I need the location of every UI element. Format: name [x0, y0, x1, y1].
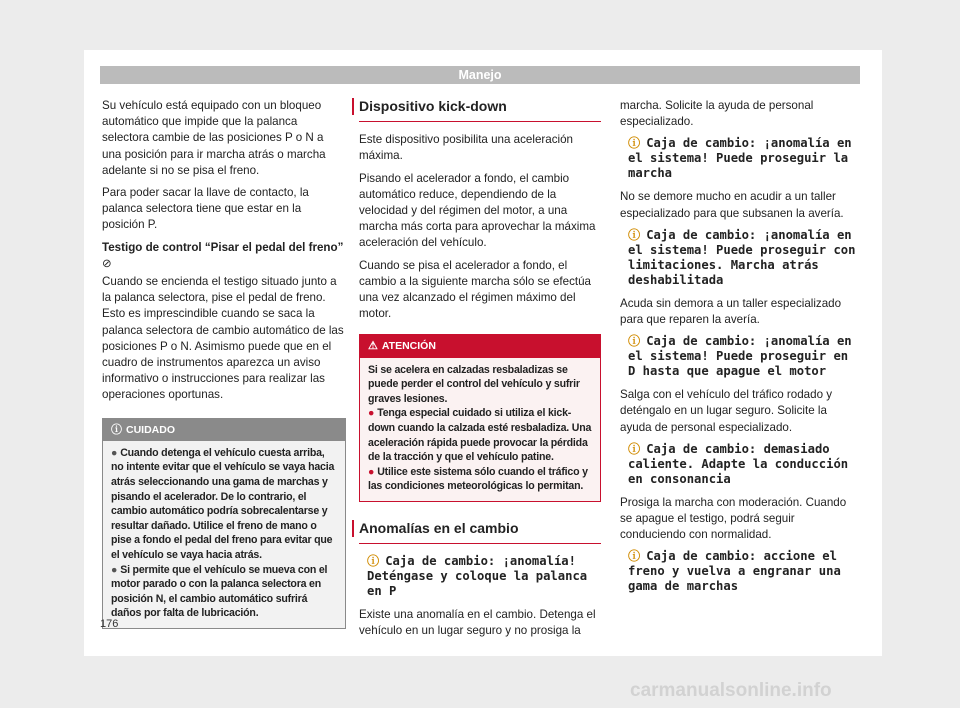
- warning-title: ATENCIÓN: [381, 340, 436, 353]
- display-message: ⓘ Caja de cambio: accione el freno y vuelva a engranar una gama de marchas: [628, 549, 841, 594]
- info-icon: ⓘ: [628, 334, 641, 349]
- warning-header: [360, 335, 600, 357]
- paragraph: Prosiga la marcha con moderación. Cuando se apague el testigo, podrá seguir conduciendo con normalidad.: [620, 495, 847, 542]
- list-item: ● Utilice este sistema sólo cuando el tráfico y las condiciones meteorológicas lo permitan.: [368, 465, 588, 493]
- warning-text: Si se acelera en calzadas resbaladizas se puede perder el control del vehículo y sufrir graves lesiones.: [368, 363, 580, 405]
- paragraph: Cuando se pisa el acelerador a fondo, el cambio a la siguiente marcha sólo se efectúa una vez alcanzado el régimen máximo del motor.: [359, 258, 592, 321]
- paragraph: No se demore mucho en acudir a un taller especializado para que subsanen la avería.: [620, 190, 844, 220]
- section-header: Manejo: [100, 66, 860, 84]
- warning-body: [360, 358, 600, 501]
- caution-body: [103, 441, 345, 628]
- warning-box: [359, 334, 601, 502]
- column-left: [102, 98, 346, 629]
- paragraph: Este dispositivo posibilita una aceleración máxima.: [359, 133, 573, 163]
- section-heading: Anomalías en el cambio: [359, 520, 601, 544]
- warning-icon: ⚠: [368, 340, 378, 353]
- section-heading: Dispositivo kick-down: [359, 98, 601, 122]
- caution-icon: ⓘ: [111, 423, 122, 436]
- brake-pedal-icon: ⊘: [102, 256, 112, 270]
- paragraph: Existe una anomalía en el cambio. Detenga el vehículo en un lugar seguro y no prosiga la: [359, 608, 596, 638]
- paragraph: Cuando se encienda el testigo situado junto a la palanca selectora, pise el pedal de freno. Esto es imprescindible cuando se saca la palanca selectora de cambio automático de las posiciones P o N. Asimismo puede que en el cuadro de instrumentos aparezca un aviso informativo o instrucciones para realizar las operaciones oportunas.: [102, 275, 344, 402]
- column-right: [620, 98, 860, 602]
- paragraph: Pisando el acelerador a fondo, el cambio automático reduce, dependiendo de la velocidad y del régimen del motor, a una marcha más corta para aprovechar la máxima aceleración del vehículo.: [359, 171, 596, 250]
- subheading: Testigo de control “Pisar el pedal del freno”: [102, 240, 344, 254]
- info-icon: ⓘ: [628, 227, 641, 242]
- display-message: ⓘ Caja de cambio: ¡anomalía en el sistema! Puede proseguir en D hasta que apague el motor: [628, 334, 852, 379]
- display-message: ⓘ Caja de cambio: ¡anomalía! Deténgase y coloque la palanca en P: [367, 554, 588, 599]
- page-number: 176: [100, 618, 119, 630]
- column-middle: [359, 98, 601, 646]
- paragraph: Salga con el vehículo del tráfico rodado y deténgalo en un lugar seguro. Solicite la ayuda de personal especializado.: [620, 388, 833, 434]
- paragraph: marcha. Solicite la ayuda de personal especializado.: [620, 99, 814, 129]
- paragraph: Su vehículo está equipado con un bloqueo automático que impide que la palanca selectora cambie de las posiciones P o N a una posición para ir marcha atrás o marcha adelante si no se pisa el freno.: [102, 99, 326, 177]
- list-item: ● Tenga especial cuidado si utiliza el kick-down cuando la calzada esté resbaladiza. Una aceleración rápida puede provocar la pérdida de la tracción y que el vehículo patine.: [368, 407, 592, 464]
- display-message: ⓘ Caja de cambio: ¡anomalía en el sistema! Puede proseguir con limitaciones. Marcha atrás deshabilitada: [628, 227, 856, 287]
- paragraph: Para poder sacar la llave de contacto, la palanca selectora tiene que estar en la posición P.: [102, 186, 309, 232]
- caution-box: [102, 418, 346, 629]
- display-message: ⓘ Caja de cambio: ¡anomalía en el sistema! Puede proseguir la marcha: [628, 136, 852, 181]
- info-icon: ⓘ: [628, 136, 641, 151]
- caution-header: [103, 419, 345, 441]
- paragraph: Acuda sin demora a un taller especializado para que reparen la avería.: [620, 296, 842, 327]
- watermark: carmanualsonline.info: [630, 680, 832, 701]
- info-icon: ⓘ: [367, 554, 380, 569]
- caution-title: CUIDADO: [126, 423, 175, 436]
- list-item: ● Si permite que el vehículo se mueva con el motor parado o con la palanca selectora en posición N, el cambio automático sufrirá daños por falta de lubricación.: [111, 563, 328, 620]
- list-item: ● Cuando detenga el vehículo cuesta arriba, no intente evitar que el vehículo se vaya hacia atrás seleccionando una gama de marchas y pisando el acelerador. De lo contrario, el cambio automático podría sobrecalentarse y resultar dañado. Utilice el freno de mano o pise a fondo el pedal del freno para evitar que el vehículo se vaya hacia atrás.: [111, 446, 335, 562]
- info-icon: ⓘ: [628, 441, 641, 456]
- display-message: ⓘ Caja de cambio: demasiado caliente. Adapte la conducción en consonancia: [628, 441, 849, 486]
- info-icon: ⓘ: [628, 549, 641, 564]
